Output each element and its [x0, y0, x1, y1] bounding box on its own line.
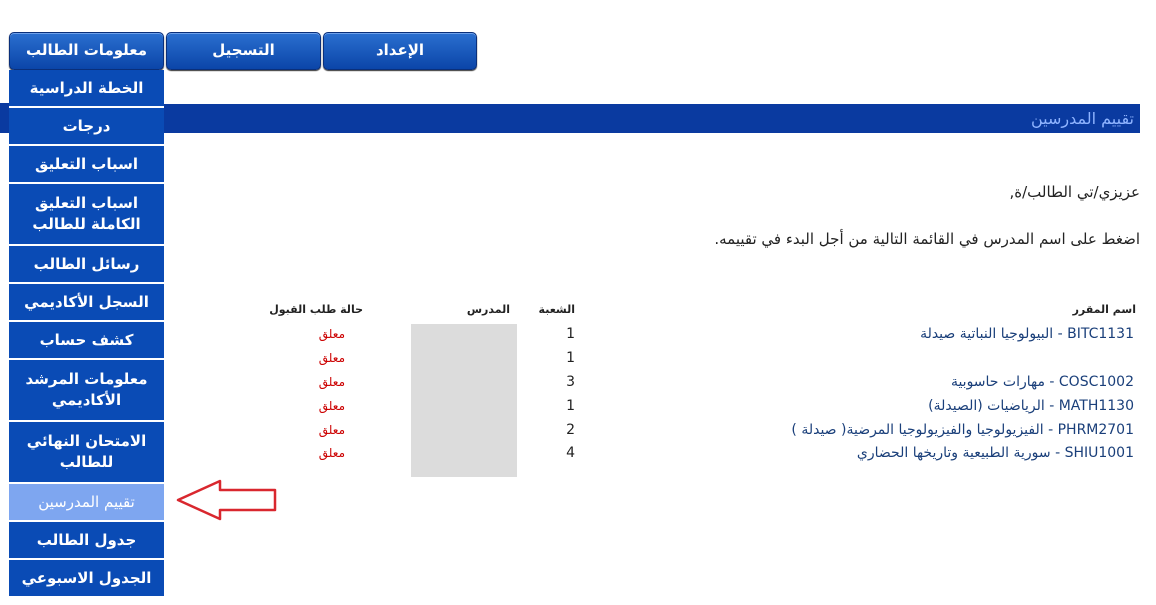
sidebar-item-academic-record[interactable]: السجل الأكاديمي — [9, 284, 164, 322]
header-left-stripe — [0, 103, 9, 133]
greeting-text: عزيزي/تي الطالب/ة, — [1009, 183, 1140, 201]
status-pending: معلق — [318, 423, 345, 437]
table-row — [180, 443, 1138, 466]
sidebar-item-weekly-schedule[interactable]: الجدول الاسبوعي — [9, 560, 164, 598]
sidebar-item-student-messages[interactable]: رسائل الطالب — [9, 246, 164, 284]
course-name: SHIU1001 - سورية الطبيعية وتاريخها الحضاري — [856, 445, 1134, 461]
table-row — [180, 372, 1138, 395]
section-number: 2 — [566, 422, 575, 438]
section-number: 1 — [566, 350, 575, 366]
left-arrow-icon — [175, 478, 279, 522]
section-number: 3 — [566, 374, 575, 390]
sidebar-item-grades[interactable]: درجات — [9, 108, 164, 146]
page-title: تقييم المدرسين — [1030, 109, 1134, 128]
status-pending: معلق — [318, 375, 345, 389]
sidebar — [9, 70, 164, 598]
page-header — [164, 104, 1140, 133]
table-row — [180, 324, 1138, 347]
instruction-text: اضغط على اسم المدرس في القائمة التالية من أجل البدء في تقييمه. — [714, 230, 1140, 248]
section-number: 1 — [566, 398, 575, 414]
table-row — [180, 396, 1138, 419]
course-name: PHRM2701 - الفيزيولوجيا والفيزيولوجيا المرضية( صيدلة ) — [791, 422, 1134, 438]
course-name: MATH1130 - الرياضيات (الصيدلة) — [928, 398, 1134, 414]
sidebar-item-suspension-reasons[interactable]: اسباب التعليق — [9, 146, 164, 184]
sidebar-item-final-exam[interactable]: الامتحان النهائي للطالب — [9, 422, 164, 484]
sidebar-item-academic-advisor[interactable]: معلومات المرشد الأكاديمي — [9, 360, 164, 422]
table-row — [180, 348, 1138, 371]
header-instructor: المدرس — [466, 303, 510, 316]
header-status: حالة طلب القبول — [269, 303, 363, 316]
status-pending: معلق — [318, 399, 345, 413]
header-section: الشعبة — [538, 303, 575, 316]
sidebar-item-account-statement[interactable]: كشف حساب — [9, 322, 164, 360]
tab-settings[interactable]: الإعداد — [323, 32, 477, 70]
course-name: BITC1131 - البيولوجيا النباتية صيدلة — [920, 326, 1134, 342]
section-number: 1 — [566, 326, 575, 342]
sidebar-item-student-schedule[interactable]: جدول الطالب — [9, 522, 164, 560]
table-row — [180, 420, 1138, 443]
course-name: COSC1002 - مهارات حاسوبية — [950, 374, 1134, 390]
tab-student-info[interactable]: معلومات الطالب — [9, 32, 164, 70]
status-pending: معلق — [318, 351, 345, 365]
status-pending: معلق — [318, 327, 345, 341]
sidebar-item-study-plan[interactable]: الخطة الدراسية — [9, 70, 164, 108]
section-number: 4 — [566, 445, 575, 461]
tab-registration[interactable]: التسجيل — [166, 32, 321, 70]
header-course: اسم المقرر — [1072, 303, 1136, 316]
status-pending: معلق — [318, 446, 345, 460]
sidebar-item-instructor-evaluation[interactable]: تقييم المدرسين — [9, 484, 164, 522]
sidebar-item-full-suspension-reasons[interactable]: اسباب التعليق الكاملة للطالب — [9, 184, 164, 246]
